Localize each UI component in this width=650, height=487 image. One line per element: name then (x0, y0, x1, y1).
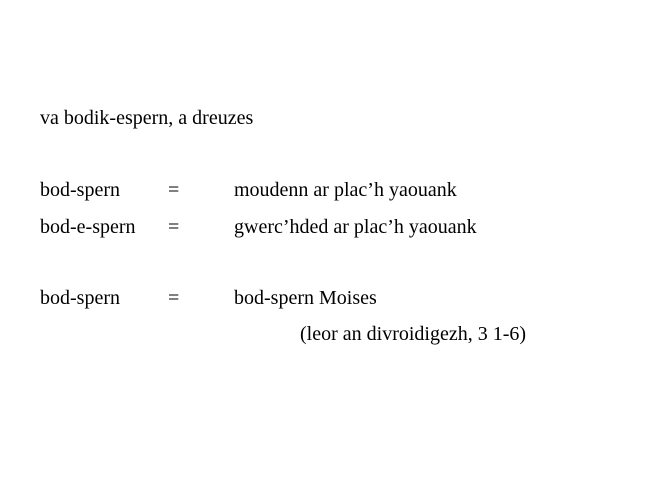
equals-sign-2: = (168, 216, 180, 238)
equals-sign-3: = (168, 287, 180, 309)
term-2: bod-e-spern (40, 216, 136, 238)
meaning-2: gwerc’hded ar plac’h yaouank (234, 216, 477, 238)
equals-sign-1: = (168, 179, 180, 201)
term-1: bod-spern (40, 179, 120, 201)
heading-text: va bodik-espern, a dreuzes (40, 107, 254, 129)
term-3: bod-spern (40, 287, 120, 309)
meaning-3: bod-spern Moises (234, 287, 377, 309)
meaning-1: moudenn ar plac’h yaouank (234, 179, 457, 201)
citation-text: (leor an divroidigezh, 3 1-6) (300, 323, 527, 345)
